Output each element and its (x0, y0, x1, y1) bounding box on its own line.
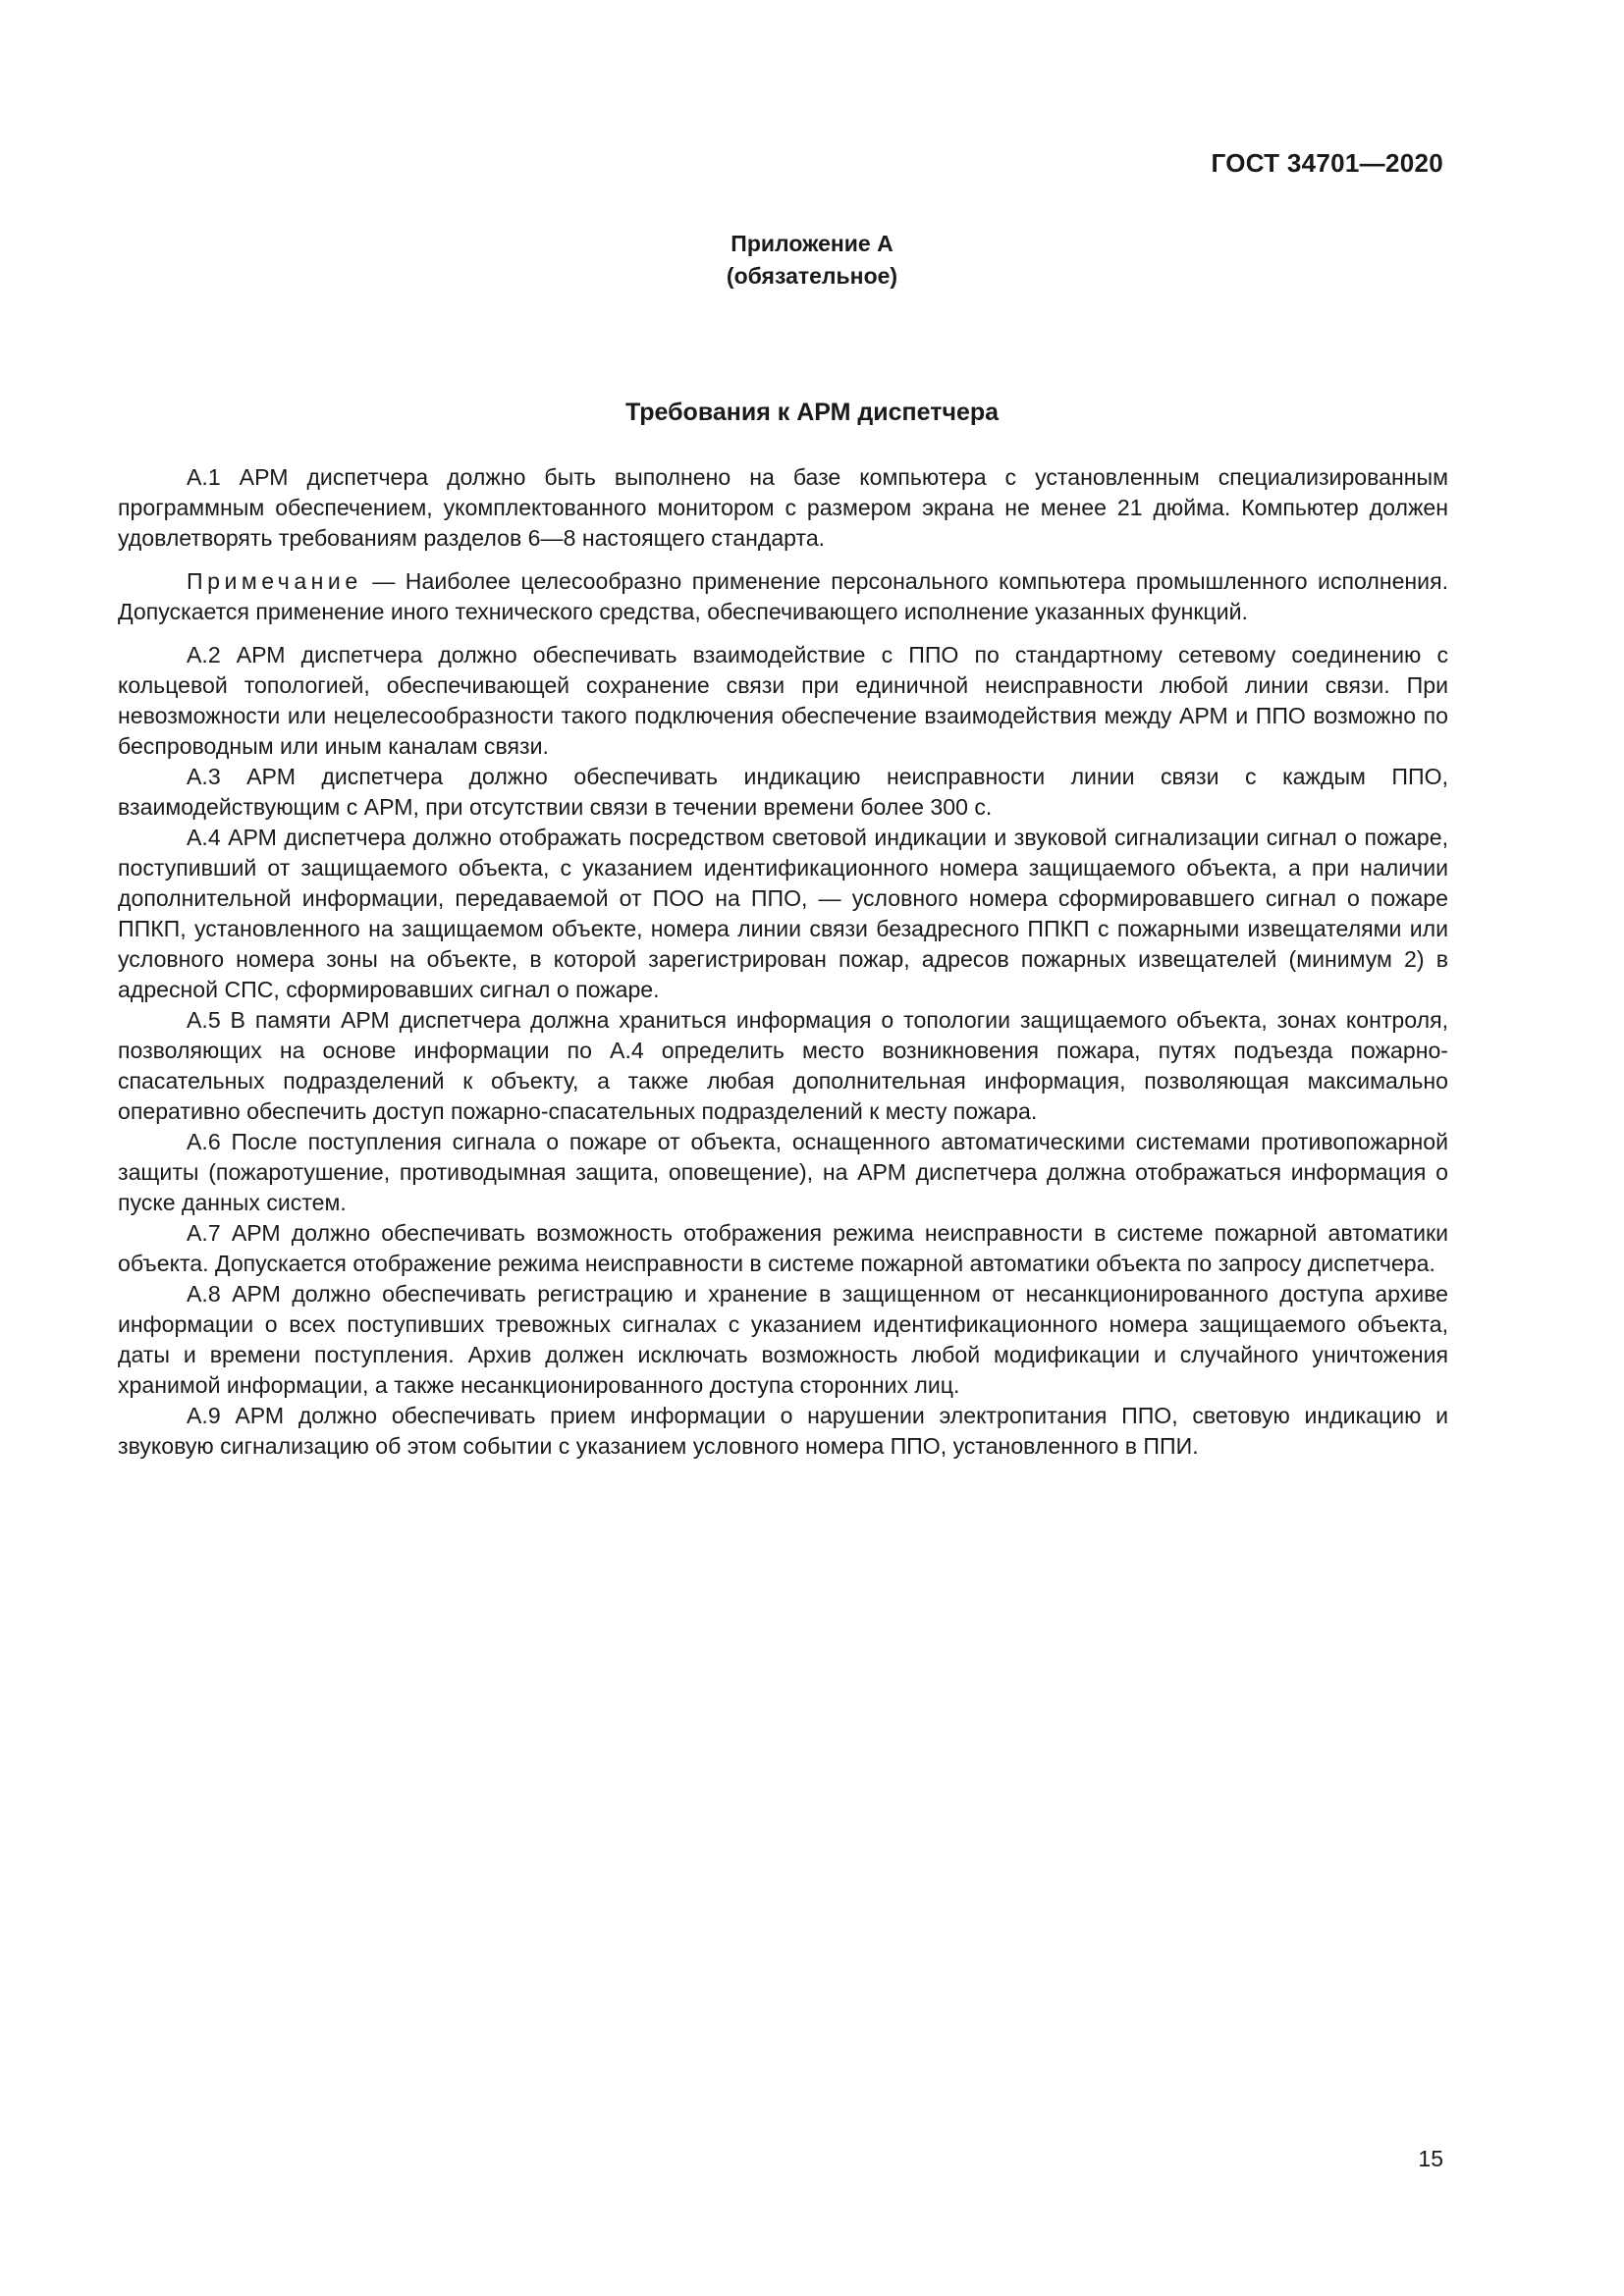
paragraph-a9: А.9 АРМ должно обеспечивать прием информации о нарушении электропитания ППО, световую индикацию и звуковую сигнализацию об этом событии с указанием условного номера ППО, установленного в ППИ. (118, 1403, 1448, 1459)
note-paragraph (118, 566, 1448, 627)
paragraph-a4: А.4 АРМ диспетчера должно отображать посредством световой индикации и звуковой сигнализации сигнал о пожаре, поступивший от защищаемого объекта, с указанием идентификационного номера защищаемого объекта, а при наличии дополнительной информации, передаваемой от ПОО на ППО, — условного номера сформировавшего сигнал о пожаре ППКП, установленного на защищаемом объекте, номера линии связи безадресного ППКП с пожарными извещателями или условного номера зоны на объекте, в которой зарегистрирован пожар, адресов пожарных извещателей (минимум 2) в адресной СПС, сформировавших сигнал о пожаре. (118, 825, 1448, 1002)
paragraph-a7: А.7 АРМ должно обеспечивать возможность отображения режима неисправности в системе пожарной автоматики объекта. Допускается отображение режима неисправности в системе пожарной автоматики объекта по запросу диспетчера. (118, 1220, 1448, 1276)
annex-title: Приложение А (731, 231, 893, 256)
page-number: 15 (1418, 2146, 1443, 2171)
annex-heading (0, 228, 1624, 293)
paragraph-a6: А.6 После поступления сигнала о пожаре от объекта, оснащенного автоматическими системами противопожарной защиты (пожаротушение, противодымная защита, оповещение), на АРМ диспетчера должна отображаться информация о пуске данных систем. (118, 1129, 1448, 1215)
document-code: ГОСТ 34701—2020 (1211, 148, 1443, 178)
document-body (118, 462, 1448, 1462)
paragraph-a5: А.5 В памяти АРМ диспетчера должна храниться информация о топологии защищаемого объекта, зонах контроля, позволяющих на основе информации по А.4 определить место возникновения пожара, путях подъезда пожарно-спасательных подразделений к объекту, а также любая дополнительная информация, позволяющая максимально оперативно обеспечить доступ пожарно-спасательных подразделений к месту пожара. (118, 1007, 1448, 1124)
note-text: — Наиболее целесообразно применение персонального компьютера промышленного исполнения. Допускается применение иного технического средства, обеспечивающего исполнение указанных функций. (118, 568, 1448, 624)
paragraph-a1: А.1 АРМ диспетчера должно быть выполнено на базе компьютера с установленным специализированным программным обеспечением, укомплектованного монитором с размером экрана не менее 21 дюйма. Компьютер должен удовлетворять требованиям разделов 6—8 настоящего стандарта. (118, 464, 1448, 551)
paragraph-a8: А.8 АРМ должно обеспечивать регистрацию и хранение в защищенном от несанкционированного доступа архиве информации о всех поступивших тревожных сигналах с указанием идентификационного номера защищаемого объекта, даты и времени поступления. Архив должен исключать возможность любой модификации и случайного уничтожения хранимой информации, а также несанкционированного доступа сторонних лиц. (118, 1281, 1448, 1398)
paragraph-a3: А.3 АРМ диспетчера должно обеспечивать индикацию неисправности линии связи с каждым ППО, взаимодействующим с АРМ, при отсутствии связи в течении времени более 300 с. (118, 764, 1448, 820)
paragraph-a2: А.2 АРМ диспетчера должно обеспечивать взаимодействие с ППО по стандартному сетевому соединению с кольцевой топологией, обеспечивающей сохранение связи при единичной неисправности любой линии связи. При невозможности или нецелесообразности такого подключения обеспечение взаимодействия между АРМ и ППО возможно по беспроводным или иным каналам связи. (118, 642, 1448, 759)
note-label: Примечание (187, 568, 362, 594)
annex-status: (обязательное) (726, 263, 898, 289)
section-title: Требования к АРМ диспетчера (624, 399, 1000, 426)
